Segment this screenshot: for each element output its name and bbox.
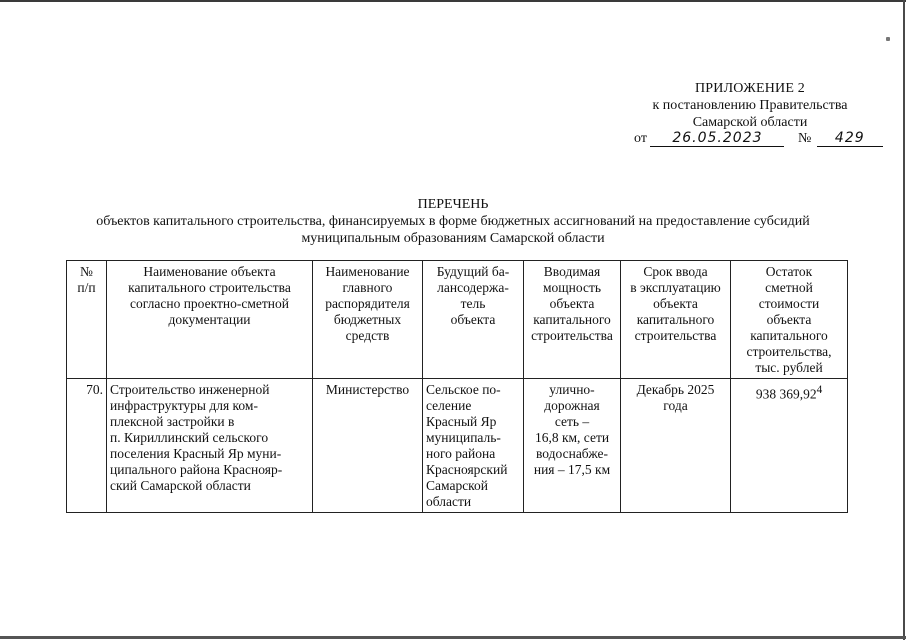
header-remaining-cost: Остаток сметной стоимости объекта капитального строительства, тыс. рублей — [731, 261, 848, 379]
document-title: ПЕРЕЧЕНЬ — [417, 197, 489, 212]
from-prefix: от — [634, 131, 647, 146]
cell-distributor: Министерство — [313, 379, 423, 513]
header-number: № п/п — [67, 261, 107, 379]
cell-commissioning-date: Декабрь 2025 года — [621, 379, 731, 513]
handwritten-date: 26.05.2023 — [650, 130, 784, 147]
document-subtitle-line1: объектов капитального строительства, финансируемых в форме бюджетных ассигнований на предоставление субсидий — [96, 214, 810, 229]
cell-capacity: улично- дорожная сеть – 16,8 км, сети водоснабже- ния – 17,5 км — [524, 379, 621, 513]
cell-number: 70. — [67, 379, 107, 513]
scan-edge-top — [0, 0, 906, 2]
header-capacity: Вводимая мощность объекта капитального строительства — [524, 261, 621, 379]
cell-remaining-cost — [731, 379, 848, 513]
header-object-name: Наименование объекта капитального строительства согласно проектно-сметной документации — [107, 261, 313, 379]
header-commissioning-date: Срок ввода в эксплуатацию объекта капитального строительства — [621, 261, 731, 379]
header-future-holder: Будущий ба- лансодержа- тель объекта — [423, 261, 524, 379]
decree-date-number — [634, 130, 883, 147]
cost-footnote-mark: 4 — [816, 384, 823, 396]
document-subtitle-line2: муниципальным образованиям Самарской области — [301, 231, 605, 246]
table-header-row — [67, 261, 848, 379]
cell-future-holder: Сельское по- селение Красный Яр муниципаль- ного района Красноярский Самарской области — [423, 379, 524, 513]
document-title-block — [0, 196, 906, 247]
appendix-line3: Самарской области — [692, 115, 808, 130]
appendix-label: ПРИЛОЖЕНИЕ 2 — [694, 81, 806, 96]
cost-value: 938 369,92 — [755, 386, 817, 402]
scan-edge-bottom — [0, 636, 906, 639]
appendix-line2: к постановлению Правительства — [652, 98, 848, 113]
scan-edge-right — [903, 0, 905, 640]
appendix-header — [600, 80, 900, 131]
table-row — [67, 379, 848, 513]
number-sign: № — [797, 131, 812, 146]
handwritten-number: 429 — [817, 130, 883, 147]
scan-artifact — [886, 37, 890, 41]
cell-object-name: Строительство инженерной инфраструктуры для ком- плексной застройки в п. Кириллинский сельского поселения Красный Яр муни- ципального района Краснояр- ский Самарской области — [107, 379, 313, 513]
objects-table — [66, 260, 848, 513]
header-distributor: Наименование главного распорядителя бюджетных средств — [313, 261, 423, 379]
